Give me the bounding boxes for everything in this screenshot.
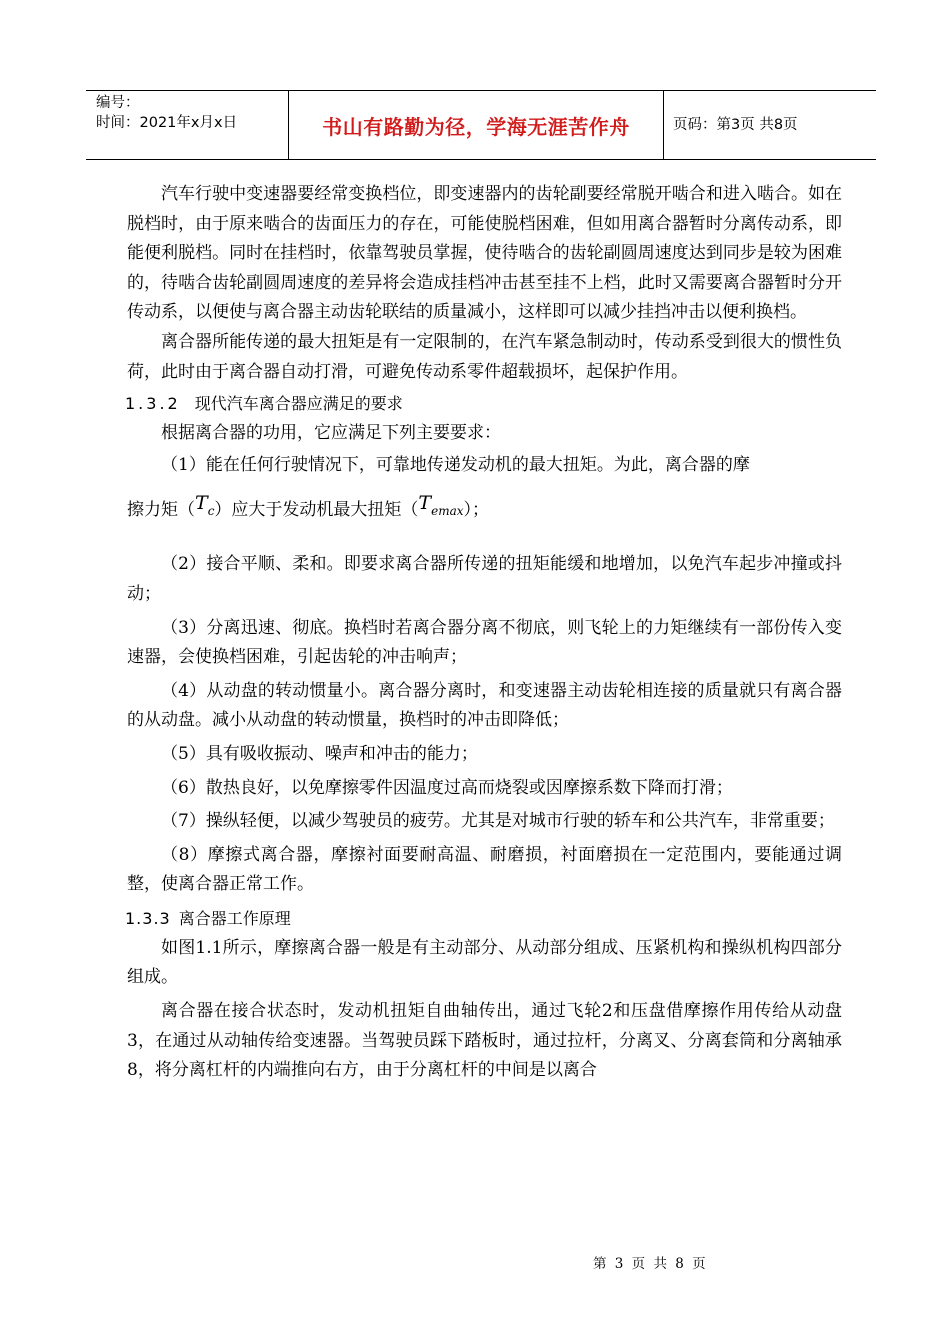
requirement-1-formula-line — [127, 494, 842, 532]
time-label: 时间：2021年x月x日 — [96, 115, 238, 131]
page-footer — [0, 1252, 950, 1272]
paragraph-max-torque: 离合器所能传递的最大扭矩是有一定限制的，在汽车紧急制动时，传动系受到很大的惯性负荷，此时由于离合器自动打滑，可避免传动系零件超载损坏，起保护作用。 — [127, 331, 842, 382]
requirement-2: （2）接合平顺、柔和。即要求离合器所传递的扭矩能缓和地增加，以免汽车起步冲撞或抖动； — [127, 554, 842, 604]
document-body — [127, 180, 842, 1086]
requirement-7: （7）操纵轻便，以减少驾驶员的疲劳。尤其是对城市行驶的轿车和公共汽车，非常重要； — [161, 811, 835, 832]
section-number: 1.3.3 — [125, 908, 171, 928]
requirement-1-line-a: （1）能在任何行驶情况下，可靠地传递发动机的最大扭矩。为此，离合器的摩 — [161, 454, 750, 475]
formula-suffix: ）； — [463, 500, 490, 521]
requirement-3: （3）分离迅速、彻底。换档时若离合器分离不彻底，则飞轮上的力矩继续有一部份传入变速器，会使换档困难，引起齿轮的冲击响声； — [127, 617, 842, 668]
requirement-5: （5）具有吸收振动、噪声和冲击的能力； — [161, 743, 478, 764]
section-heading-1-3-3 — [125, 904, 840, 934]
header-page-cell — [663, 91, 876, 159]
paragraph-clutch-operation: 离合器在接合状态时，发动机扭矩自曲轴传出，通过飞轮2和压盘借摩擦作用传给从动盘3，在通过从动轴传给变速器。当驾驶员踩下踏板时，通过拉杆，分离叉、分离套筒和分离轴承8，将分离杠杆的内端推向右方，由于分离杠杆的中间是以离合 — [127, 1001, 842, 1081]
header-motto-cell — [288, 91, 664, 159]
footer-page-number: 第 3 页 共 8 页 — [593, 1256, 708, 1272]
formula-middle: ）应大于发动机最大扭矩（ — [214, 500, 419, 521]
section-title: 离合器工作原理 — [178, 908, 291, 928]
paragraph-gear-shift: 汽车行驶中变速器要经常变换档位，即变速器内的齿轮副要经常脱开啮合和进入啮合。如在脱档时，由于原来啮合的齿面压力的存在，可能使脱档困难，但如用离合器暂时分离传动系，即能便利脱档。同时在挂档时，依靠驾驶员掌握，使待啮合的齿轮副圆周速度达到同步是较为困难的，待啮合齿轮副圆周速度的差异将会造成挂档冲击甚至挂不上档，此时又需要离合器暂时分开传动系，以便使与离合器主动齿轮联结的质量减小，这样即可以减少挂挡冲击以便利换档。 — [127, 184, 842, 323]
paragraph-clutch-parts: 如图1.1所示，摩擦离合器一般是有主动部分、从动部分组成、压紧机构和操纵机构四部分组成。 — [127, 937, 842, 988]
requirement-8: （8）摩擦式离合器，摩擦衬面要耐高温、耐磨损，衬面磨损在一定范围内，要能通过调整，使离合器正常工作。 — [127, 844, 842, 895]
requirement-6: （6）散热良好，以免摩擦零件因温度过高而烧裂或因摩擦系数下降而打滑； — [161, 777, 733, 798]
requirement-4: （4）从动盘的转动惯量小。离合器分离时，和变速器主动齿轮相连接的质量就只有离合器的从动盘。减小从动盘的转动惯量，换档时的冲击即降低； — [127, 680, 842, 731]
paragraph-requirements-intro: 根据离合器的功用，它应满足下列主要要求： — [161, 423, 501, 444]
section-heading-1-3-2 — [125, 389, 840, 419]
symbol-tc: $T_c$ — [195, 492, 215, 519]
header-left-cell — [86, 91, 288, 159]
symbol-temax: $T_{emax}$ — [418, 492, 464, 519]
page-indicator: 页码：第3页 共8页 — [673, 116, 798, 133]
document-header — [86, 90, 876, 160]
section-title: 现代汽车离合器应满足的要求 — [194, 394, 403, 414]
number-label: 编号： — [96, 95, 140, 111]
motto-text: 书山有路勤为径，学海无涯苦作舟 — [322, 114, 630, 139]
section-number: 1.3.2 — [125, 394, 181, 414]
formula-prefix: 擦力矩（ — [127, 500, 195, 521]
